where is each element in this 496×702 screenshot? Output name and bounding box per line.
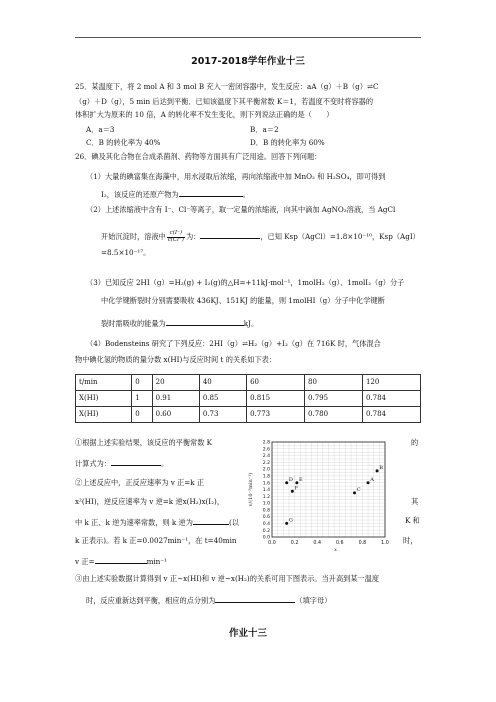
data-point [367,481,370,484]
q26-part3-line3: 裂时需吸收的能量为 kJ。 [101,319,259,328]
point-label: F [294,485,299,492]
equilibrium-arrow-icon: ⇌ [366,82,373,91]
y-tick-label: 2.8 [262,440,270,446]
q25-option-d: D．B 的转化率为 60% [250,138,325,147]
table-row: X(HI) 1 0.91 0.85 0.815 0.795 0.784 [76,391,421,407]
header-rule [75,37,421,38]
answer-blank [215,594,295,603]
answer-blank [193,516,229,525]
sub1-line2: 计算式为： 。 [75,459,169,468]
point-label: E [299,476,303,483]
sub2-line4: k 正表示)。若 k 正=0.0027min⁻¹，在 t=40min [75,536,237,545]
x-tick-label: 0.2 [290,541,299,546]
rate-chart [245,437,395,557]
x-tick-label: 0.0 [268,541,276,546]
page-title: 2017-2018学年作业十三 [191,56,305,67]
sub3-line1: ③由上述实验数据计算得到 v 正~x(HI)和 v 逆~x(H₂)的关系可用下图表示。当升高到某一温度 [75,574,380,583]
table-row: t/min 0 20 40 60 80 120 [76,375,421,391]
q26-part1-line1: （1）大量的碘富集在海藻中，用水浸取后浓缩，再向浓缩液中加 MnO₂ 和 H₂SO₄，即可得到 [86,172,386,181]
data-point [376,469,379,472]
y-tick-label: 2.0 [262,467,270,473]
x-tick-label: 1.0 [381,541,389,546]
y-tick-label: 1.8 [262,474,270,480]
q26-part2-line3: =8.5×10⁻¹⁷。 [101,248,151,257]
q25-option-b: B．a＝2 [250,125,279,134]
table-row: X(HI) 0 0.60 0.73 0.773 0.780 0.784 [76,407,421,423]
y-tick-label: 1.4 [262,488,270,494]
q26-part2-line2: 开始沉淀时，溶液中 $\frac{c(I^-)}{c(Cl^-)}$ 为： ，已知 Ksp（AgCl）=1.8×10⁻¹⁰，Ksp（AgI） [101,230,420,243]
data-point [295,481,298,484]
data-point [285,522,288,525]
point-label: D [288,476,293,483]
y-tick-label: 0.4 [262,522,270,528]
point-label: A [370,476,374,483]
chart-x-label: x [334,547,337,553]
q26-part2-line1: （2）上述浓缩液中含有 I⁻、Cl⁻等离子，取一定量的浓缩液，向其中滴加 AgNO₃溶液，当 AgCl [86,205,396,214]
point-label: C [356,487,361,494]
sub2-line4-end: 时， [403,536,418,545]
sub2-line3-end: K 和 [405,516,420,525]
q26-part3-line1: （3）已知反应 2HI（g）=H₂(g) + I₂(g)的△H=+11kJ·mol⁻¹，1molH₂（g）、1molI₂（g）分子 [86,278,405,287]
q26-part4-line1: （4）Bodensteins 研究了下列反应：2HI（g）⇌H₂（g）+I₂（g）在 716K 时，气体混合 [86,339,381,348]
y-tick-label: 0.6 [262,515,270,521]
chart-x-ticks [268,540,389,546]
y-tick-label: 2.4 [262,454,270,460]
concentration-ratio-fraction: $\frac{c(I^-)}{c(Cl^-)}$ [167,230,184,243]
sub2-line2: x²(HI)，逆反应速率为 v 逆=k 逆x(H₂)x(I₂)， [75,497,225,506]
y-tick-label: 0.2 [262,528,270,534]
q25-line2: （g）＋D（g），5 min 后达到平衡．已知该温度下其平衡常数 K＝1，若温度不变时将容器的 [75,97,374,106]
sub2-line1: ②上述反应中，正反应速率为 v 正=k 正 [75,478,205,487]
answer-blank [95,555,147,564]
y-tick-label: 1.0 [262,501,270,507]
answer-blank [111,457,161,466]
sub2-line3: 中 k 正、k 逆为速率常数，则 k 逆为 (以 [75,518,239,527]
sub1-line1: ①根据上述实验结果，该反应的平衡常数 K [75,438,213,447]
q26-part4-line2: 物中碘化氢的物质的量分数 x(HI)与反应时间 t 的关系如下表： [75,355,277,364]
y-tick-label: 2.6 [262,447,270,453]
x-tick-label: 0.8 [358,541,367,546]
answer-blank [200,230,260,239]
y-tick-label: 2.2 [262,460,270,466]
x-tick-label: 0.4 [313,541,322,546]
answer-blank [166,317,244,326]
x-tick-label: 0.6 [335,541,344,546]
point-label: B [379,465,383,472]
point-label: G [288,517,293,524]
chart-y-ticks [263,440,270,541]
q26-intro: 26．碘及其化合物在合成杀菌剂、药物等方面具有广泛用途。回答下列问题： [75,152,322,161]
equilibrium-arrow-icon: ⇌ [241,339,248,348]
q25-line3: 体积扩大为原来的 10 倍，A 的转化率不发生变化，则下列说法正确的是（ ） [75,110,334,119]
data-point [353,491,356,494]
q26-part1-line2: I₂，该反应的还原产物为 。 [101,190,250,199]
q25-option-c: C．B 的转化率为 40% [86,138,161,147]
sub1-line1-end: 的 [411,438,419,447]
data-table [75,374,421,423]
data-point [285,481,288,484]
q26-part3-line2: 中化学键断裂时分别需要吸收 436KJ、151KJ 的能量，则 1molHI（g）分子中化学键断 [101,296,385,305]
chart-y-label: v/(10⁻³min⁻¹) [248,472,254,507]
y-tick-label: 0.0 [262,535,270,541]
sub2-line5: v 正= min⁻¹ [75,557,167,566]
footer-title: 作业十三 [228,628,267,639]
q25-line1: 25．某温度下，将 2 mol A 和 3 mol B 充入一密闭容器中，发生反应：aA（g）＋B（g）⇌C [75,82,379,91]
y-tick-label: 0.8 [262,508,270,514]
q25-option-a: A．a＝3 [86,125,115,134]
y-tick-label: 1.6 [262,481,270,487]
y-tick-label: 1.2 [262,494,270,500]
data-point [291,490,294,493]
answer-blank [179,188,243,197]
sub3-line2: 时，反应重新达到平衡，相应的点分别为 （填字母） [86,596,332,605]
sub2-line2-end: 其 [411,497,419,506]
